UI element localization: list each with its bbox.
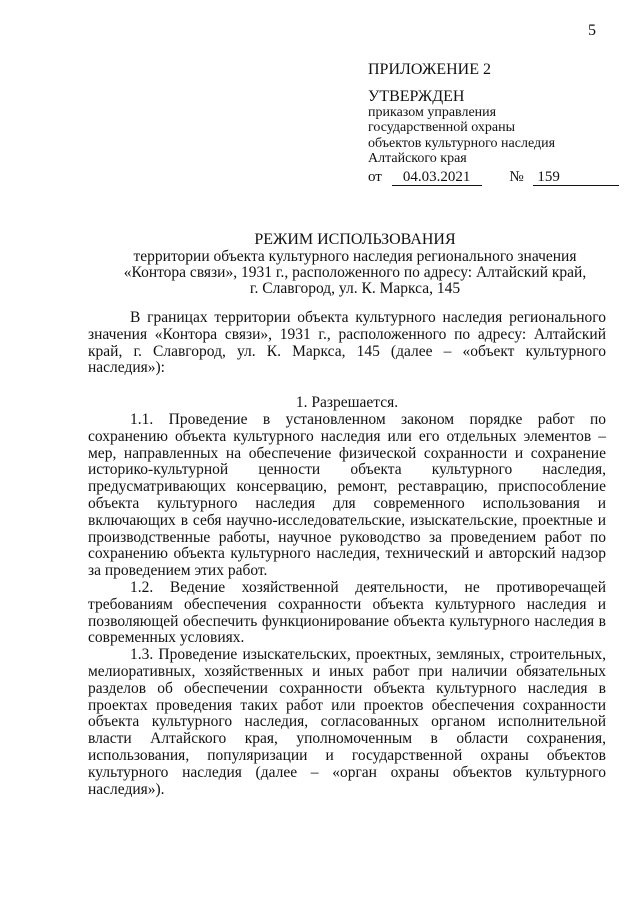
item-paragraph: 1.3. Проведение изыскательских, проектных, земляных, строительных, мелиоративных, хозяйственных и иных работ при наличии обязательных разделов об обеспечении сохранности объекта культурного наследия в проектах проведения таких работ или проектов обеспечения сохранности объекта культурного наследия, согласованных органом исполнительной власти Алтайского края, уполномоченным в области сохранения, использования, популяризации и государственной охраны объектов культурного наследия (далее – «орган охраны объектов культурного наследия»). bbox=[88, 646, 606, 798]
document-title bbox=[80, 232, 630, 297]
approval-line: государственной охраны bbox=[368, 120, 516, 135]
title-line: «Контора связи», 1931 г., расположенного по адресу: Алтайский край, bbox=[123, 264, 587, 281]
item-paragraph: 1.1. Проведение в установленном законом порядке работ по сохранению объекта культурного наследия или его отдельных элементов – мер, направленных на обеспечение физической сохранности и сохранение историко-культурной ценности объекта культурного наследия, предусматривающих консервацию, ремонт, реставрацию, приспособление объекта культурного наследия для современного использования и включающих в себя научно-исследовательские, изыскательские, проектные и производственные работы, научное руководство за проведением работ по сохранению объекта культурного наследия, технический и авторский надзор за проведением этих работ. bbox=[88, 410, 606, 580]
number-label: № bbox=[509, 168, 524, 185]
from-label: от bbox=[368, 168, 382, 185]
appendix-label: ПРИЛОЖЕНИЕ 2 bbox=[368, 61, 492, 78]
approval-block bbox=[368, 62, 628, 186]
section-heading: 1. Разрешается. bbox=[295, 394, 399, 412]
order-date: 04.03.2021 bbox=[392, 169, 482, 186]
approval-line: Алтайского края bbox=[368, 151, 467, 166]
document-body bbox=[88, 310, 606, 798]
item-paragraph: 1.2. Ведение хозяйственной деятельности, не противоречащей требованиям обеспечения сохранности объекта культурного наследия и позволяющей обеспечить функционирование объекта культурного наследия в современных условиях. bbox=[88, 578, 606, 647]
approval-line: приказом управления bbox=[368, 104, 497, 120]
title-line: территории объекта культурного наследия регионального значения bbox=[133, 248, 577, 265]
order-number: 159 bbox=[533, 169, 619, 186]
title-line: г. Славгород, ул. К. Маркса, 145 bbox=[249, 280, 461, 297]
page-title: РЕЖИМ ИСПОЛЬЗОВАНИЯ bbox=[254, 231, 456, 248]
order-row bbox=[368, 169, 628, 186]
approved-label: УТВЕРЖДЕН bbox=[368, 87, 465, 105]
intro-paragraph: В границах территории объекта культурного наследия регионального значения «Контора связи», 1931 г., расположенного по адресу: Алтайский край, г. Славгород, ул. К. Маркса, 145 (далее – «объект культурного наследия»): bbox=[88, 309, 606, 377]
page-number: 5 bbox=[588, 22, 596, 39]
approval-line: объектов культурного наследия bbox=[368, 135, 556, 151]
